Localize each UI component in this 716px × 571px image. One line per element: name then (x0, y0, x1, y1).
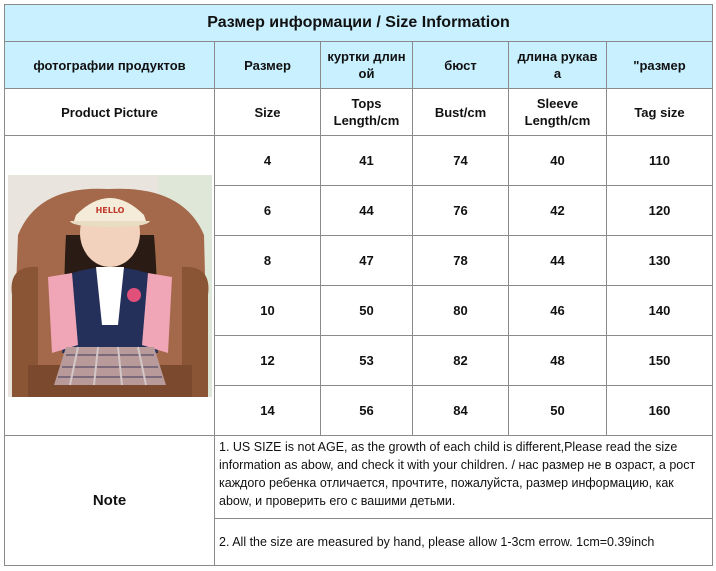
header-en-size: Size (215, 89, 321, 136)
length-cell: 47 (321, 236, 413, 286)
cap-logo-text: HELLO (95, 205, 124, 215)
note-line-2: 2. All the size are measured by hand, please allow 1-3cm errow. 1cm=0.39inch (215, 519, 713, 566)
sleeve-cell: 40 (509, 136, 607, 186)
sleeve-cell: 50 (509, 386, 607, 436)
bust-cell: 80 (413, 286, 509, 336)
sleeve-cell: 48 (509, 336, 607, 386)
header-en-bust: Bust/cm (413, 89, 509, 136)
tag-cell: 110 (607, 136, 713, 186)
size-cell: 4 (215, 136, 321, 186)
bust-cell: 82 (413, 336, 509, 386)
length-cell: 53 (321, 336, 413, 386)
header-en-length: Tops Length/cm (321, 89, 413, 136)
size-table (4, 4, 713, 566)
bust-cell: 78 (413, 236, 509, 286)
header-ru-length: куртки длин ой (321, 42, 413, 89)
bust-cell: 84 (413, 386, 509, 436)
tag-cell: 130 (607, 236, 713, 286)
note-row-1 (5, 436, 713, 519)
size-cell: 14 (215, 386, 321, 436)
header-row-ru (5, 42, 713, 89)
header-ru-tag: "размер (607, 42, 713, 89)
product-picture-cell (5, 136, 215, 436)
header-en-sleeve: Sleeve Length/cm (509, 89, 607, 136)
note-line-1: 1. US SIZE is not AGE, as the growth of each child is different,Please read the size information as abow, and check it with your children. / нас размер не в озраст, а рост каждого ребенка отличается, прочтите, пожалуйста, размер информацию, как abow, и проверить его с вашими детьми. (215, 436, 713, 519)
note-label: Note (5, 436, 215, 566)
tag-cell: 160 (607, 386, 713, 436)
length-cell: 44 (321, 186, 413, 236)
size-cell: 12 (215, 336, 321, 386)
header-ru-picture: фотографии продуктов (5, 42, 215, 89)
product-photo (8, 175, 212, 397)
tag-cell: 120 (607, 186, 713, 236)
header-en-tag: Tag size (607, 89, 713, 136)
header-en-picture: Product Picture (5, 89, 215, 136)
bust-cell: 74 (413, 136, 509, 186)
length-cell: 41 (321, 136, 413, 186)
header-row-en (5, 89, 713, 136)
tag-cell: 140 (607, 286, 713, 336)
size-cell: 10 (215, 286, 321, 336)
size-cell: 6 (215, 186, 321, 236)
header-ru-size: Размер (215, 42, 321, 89)
sleeve-cell: 46 (509, 286, 607, 336)
header-ru-sleeve: длина рукав а (509, 42, 607, 89)
bust-cell: 76 (413, 186, 509, 236)
length-cell: 50 (321, 286, 413, 336)
table-title: Размер информации / Size Information (5, 5, 713, 42)
tag-cell: 150 (607, 336, 713, 386)
sleeve-cell: 42 (509, 186, 607, 236)
length-cell: 56 (321, 386, 413, 436)
header-ru-bust: бюст (413, 42, 509, 89)
sleeve-cell: 44 (509, 236, 607, 286)
table-row (5, 136, 713, 186)
size-cell: 8 (215, 236, 321, 286)
